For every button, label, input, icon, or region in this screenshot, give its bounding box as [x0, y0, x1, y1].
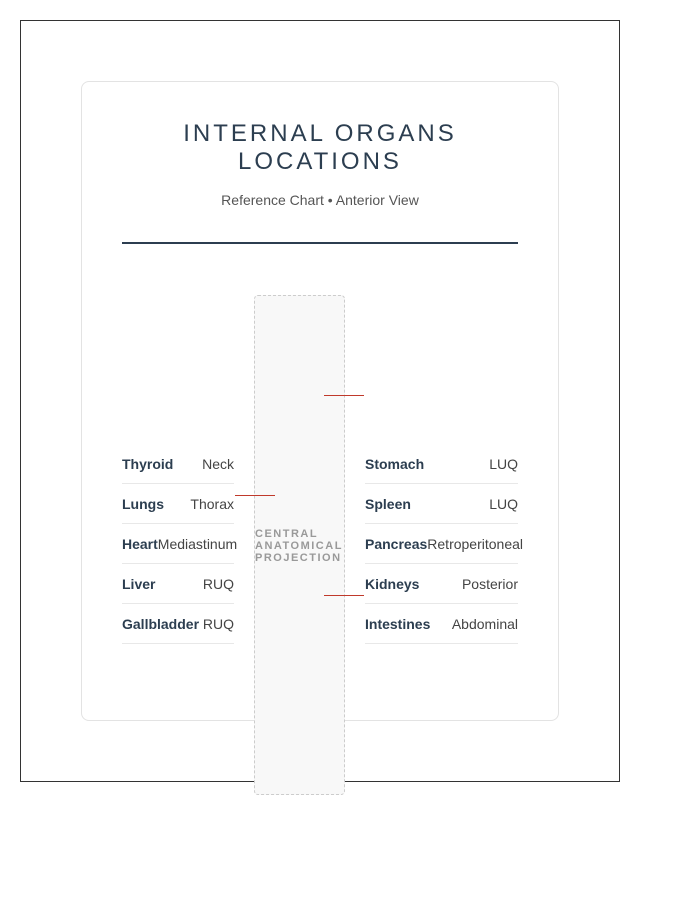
organ-location: Abdominal	[451, 615, 518, 632]
organ-name: Thyroid	[122, 455, 174, 472]
header-divider	[122, 242, 518, 244]
page-title	[82, 120, 558, 176]
left-organ-list	[122, 444, 238, 644]
organ-location: Thorax	[190, 495, 234, 512]
list-item	[122, 484, 234, 524]
pointer-line-kidneys	[324, 595, 364, 596]
list-item	[122, 604, 234, 644]
list-item	[365, 484, 518, 524]
list-item	[365, 604, 518, 644]
list-item	[122, 564, 234, 604]
pointer-line-lungs	[235, 495, 275, 496]
list-item	[122, 444, 234, 484]
list-item	[122, 524, 238, 564]
organ-name: Gallbladder	[122, 615, 200, 632]
organ-name: Spleen	[365, 495, 411, 512]
organ-location: Mediastinum	[157, 535, 238, 552]
organ-location: Retroperitoneal	[427, 535, 524, 552]
organ-location: LUQ	[489, 495, 518, 512]
organ-name: Pancreas	[365, 535, 428, 552]
center-label-line-2: ANATOMICAL	[255, 540, 343, 552]
organ-name: Liver	[122, 575, 156, 592]
organ-name: Stomach	[365, 455, 425, 472]
list-item	[365, 564, 518, 604]
organ-location: Neck	[202, 455, 234, 472]
organ-name: Intestines	[365, 615, 431, 632]
organ-location: LUQ	[489, 455, 518, 472]
title-line-1: INTERNAL ORGANS	[183, 120, 457, 147]
center-label-line-1: CENTRAL	[255, 528, 319, 540]
pointer-line-upper-right	[324, 395, 364, 396]
central-projection-label	[255, 528, 350, 564]
organ-location: Posterior	[461, 575, 518, 592]
organ-location: RUQ	[202, 615, 234, 632]
right-organ-list	[365, 444, 524, 644]
organ-location: RUQ	[202, 575, 234, 592]
organ-name: Heart	[122, 535, 158, 552]
organ-name: Lungs	[122, 495, 164, 512]
title-line-2: LOCATIONS	[238, 148, 402, 175]
list-item	[365, 524, 524, 564]
list-item	[365, 444, 518, 484]
subtitle: Reference Chart • Anterior View	[221, 192, 419, 208]
organ-name: Kidneys	[365, 575, 420, 592]
center-label-line-3: PROJECTION	[255, 552, 342, 564]
